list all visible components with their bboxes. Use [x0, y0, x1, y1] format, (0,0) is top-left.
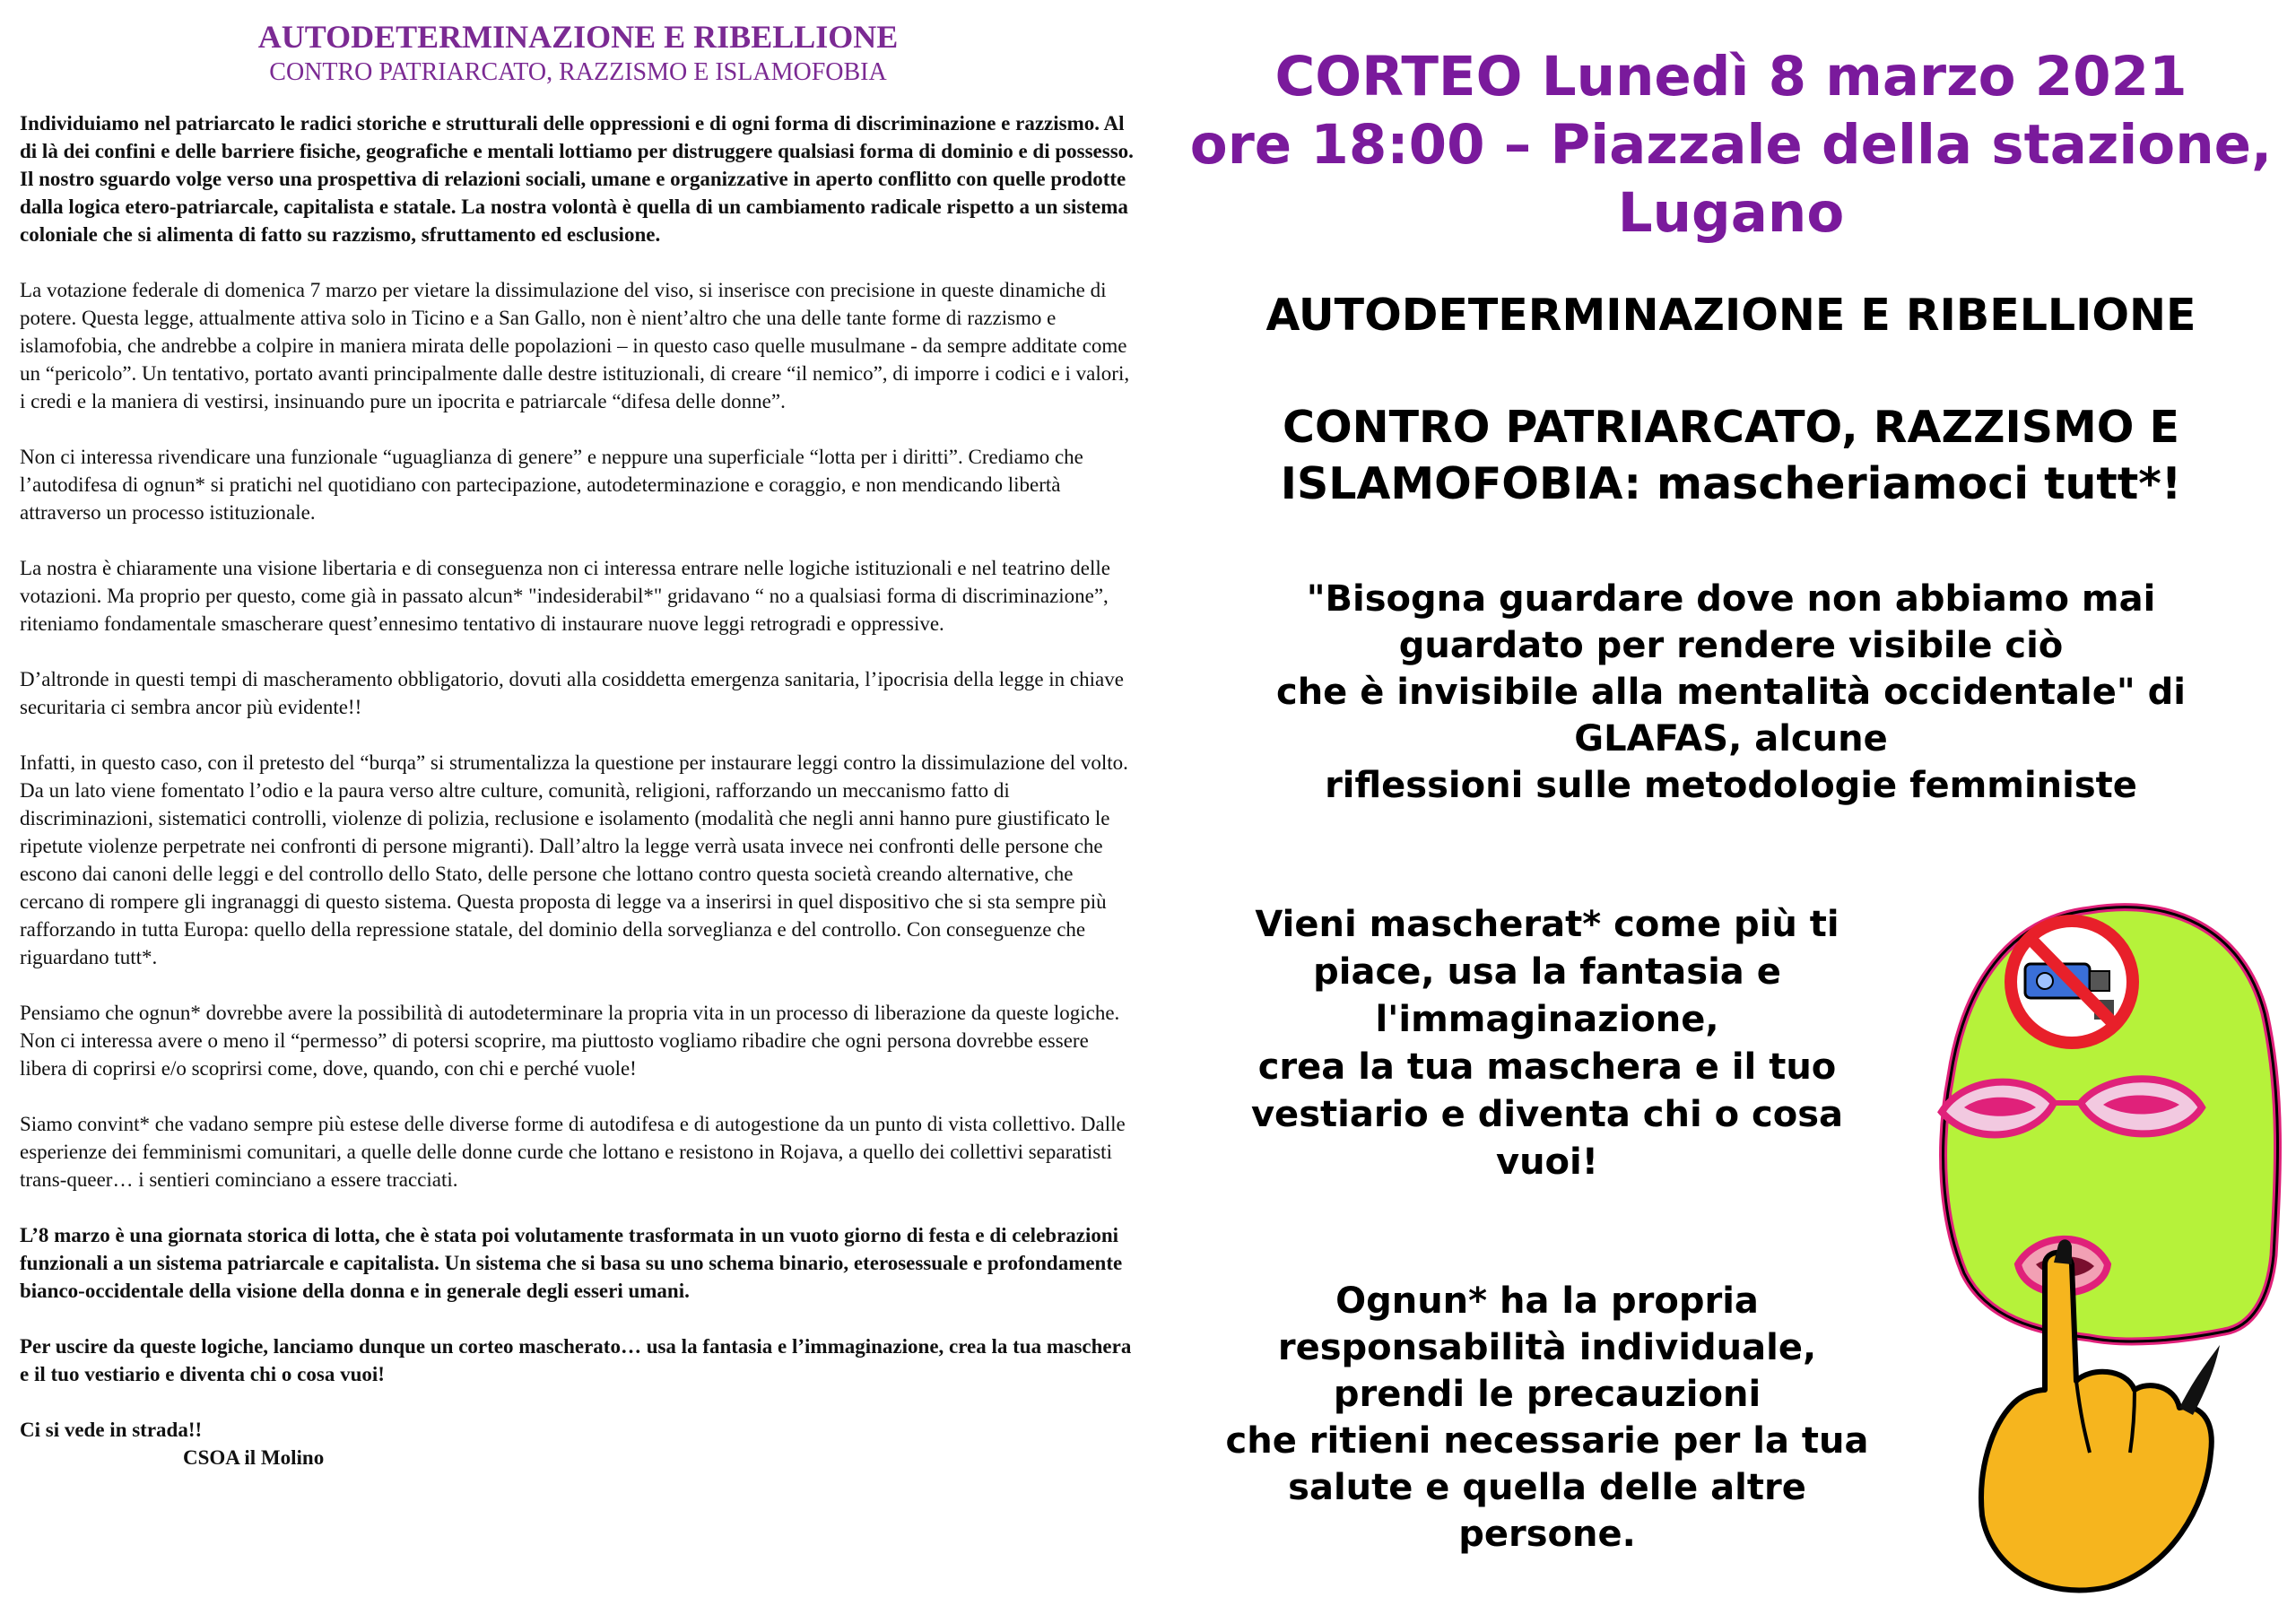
invite-line: l'immaginazione,	[1375, 999, 1719, 1040]
paragraph: Per uscire da queste logiche, lanciamo dunque un corteo mascherato… usa la fantasia e l’immaginazione, crea la tua maschera e il tuo vestiario e diventa chi o cosa vuoi!	[20, 1335, 1132, 1385]
quote-line: che è invisibile alla mentalità occidentale" di	[1275, 672, 2186, 713]
paragraph: L’8 marzo è una giornata storica di lotta, che è stata poi volutamente trasformata in un vuoto giorno di festa e di celebrazioni funzionali a un sistema patriarcale e capitalista. Un sistema che si basa su uno schema binario, eterosessuale e profondamente bianco-occidentale della visione della donna e in generale degli esseri umani.	[20, 1224, 1123, 1302]
invite-line: vestiario e diventa chi o cosa	[1250, 1094, 1844, 1135]
flyer-subtitle	[1175, 399, 2287, 512]
invite-line: crea la tua maschera e il tuo	[1257, 1046, 1837, 1088]
responsibility-line: responsabilità individuale,	[1277, 1327, 1817, 1368]
paragraph: D’altronde in questi tempi di mascheramento obbligatorio, dovuti alla cosiddetta emergenza sanitaria, l’ipocrisia della legge in chiave securitaria ci sembra ancor più evidente!!	[20, 668, 1124, 718]
manifesto-subtitle: CONTRO PATRIARCATO, RAZZISMO E ISLAMOFOBIA	[269, 58, 887, 86]
invite-line: piace, usa la fantasia e	[1313, 951, 1781, 993]
headline-line: ore 18:00 – Piazzale della stazione,	[1189, 113, 2273, 177]
quote-line: guardato per rendere visibile ciò	[1398, 625, 2064, 666]
paragraph: Pensiamo che ognun* dovrebbe avere la possibilità di autodeterminare la propria vita in un processo di liberazione da queste logiche. Non ci interessa avere o meno il “permesso” di potersi scoprire, ma piuttosto vogliamo ribadire che ogni persona dovrebbe essere libera di coprirsi e/o scoprirsi come, dove, quando, con chi e perché vuole!	[20, 1002, 1120, 1080]
responsibility-line: persone.	[1458, 1514, 1636, 1555]
flyer-column	[1175, 0, 2296, 1623]
responsibility-line: prendi le precauzioni	[1333, 1374, 1761, 1415]
paragraph: Infatti, in questo caso, con il pretesto del “burqa” si strumentalizza la questione per instaurare leggi contro la dissimulazione del volto. Da un lato viene fomentato l’odio e la paura verso altre culture, comunità, religioni, rafforzando un meccanismo fatto di discriminazioni, sistematici controlli, violenze di polizia, reclusione e isolamento (modalità che negli anni hanno pure giustificato le ripetute violenze perpetrate nei confronti di persone migranti). Dall’altro la legge verrà usata invece nei confronti delle persone che escono dai canoni delle leggi e del controllo dello Stato, delle persone che lottano contro questa società creando alternative, che cercano di rompere gli ingranaggi di questo sistema. Questa proposta di legge va a inserirsi in quel dispositivo che si sta sempre più rafforzando in tutta Europa: quello della repressione statale, del dominio della sorveglianza e del controllo. Con conseguenze che riguardano tutt*.	[20, 751, 1128, 968]
paragraph: Siamo convint* che vadano sempre più estese delle diverse forme di autodifesa e di autogestione da un punto di vista collettivo. Dalle esperienze dei femminismi comunitari, a quelle delle donne curde che lottano e resistono in Rojava, a quello dei collettivi separatisti trans-queer… i sentieri cominciano a essere tracciati.	[20, 1113, 1126, 1191]
quote-line: "Bisogna guardare dove non abbiamo mai	[1306, 578, 2156, 620]
subtitle-line: ISLAMOFOBIA: mascheriamoci tutt*!	[1280, 458, 2182, 509]
flyer-title: AUTODETERMINAZIONE E RIBELLIONE	[1265, 290, 2196, 341]
responsibility-line: Ognun* ha la propria	[1335, 1280, 1759, 1322]
invite-line: Vieni mascherat* come più ti	[1255, 904, 1839, 945]
headline-line: CORTEO Lunedì 8 marzo 2021	[1274, 45, 2187, 108]
manifesto-column	[20, 16, 1136, 1612]
quote-block	[1175, 576, 2287, 809]
paragraph: Non ci interessa rivendicare una funzionale “uguaglianza di genere” e neppure una superficiale “lotta per i diritti”. Crediamo che l’autodifesa di ognun* si pratichi nel quotidiano con partecipazione, autodeterminazione e coraggio, e non mendicando libertà attraverso un processo istituzionale.	[20, 446, 1083, 524]
event-headline	[1175, 43, 2287, 247]
responsibility-line: salute e quella delle altre	[1288, 1467, 1806, 1508]
invite-block	[1193, 901, 1901, 1186]
balaclava-illustration	[1910, 879, 2287, 1614]
signature: CSOA il Molino	[183, 1446, 325, 1469]
paragraph: La nostra è chiaramente una visione libertaria e di conseguenza non ci interessa entrare nelle logiche istituzionali e nel teatrino delle votazioni. Ma proprio per questo, come già in passato alcun* "indesiderabil*" gridavano “ no a qualsiasi forma di discriminazione”, riteniamo fondamentale smascherare quest’ennesimo tentativo di instaurare nuove leggi retrogradi e oppressive.	[20, 557, 1110, 635]
responsibility-line: che ritieni necessarie per la tua	[1225, 1420, 1869, 1462]
paragraph: Individuiamo nel patriarcato le radici storiche e strutturali delle oppressioni e di ogni forma di discriminazione e razzismo. Al di là dei confini e delle barriere fisiche, geografiche e mentali lottiamo per distruggere qualsiasi forma di dominio e di possesso. Il nostro sguardo volge verso una prospettiva di relazioni sociali, umane e organizzative in aperto conflitto con quelle prodotte dalla logica etero-patriarcale, capitalista e statale. La nostra volontà è quella di un cambiamento radicale rispetto a un sistema coloniale che si alimenta di fatto su razzismo, sfruttamento ed esclusione.	[20, 112, 1134, 246]
invite-line: vuoi!	[1496, 1141, 1598, 1183]
paragraph: La votazione federale di domenica 7 marzo per vietare la dissimulazione del viso, si inserisce con precisione in queste dinamiche di potere. Questa legge, attualmente attiva solo in Ticino e a San Gallo, non è nient’altro che una delle tante forme di razzismo e islamofobia, che andrebbe a colpire in maniera mirata delle popolazioni – in questo caso quelle musulmane - da sempre additate come un “pericolo”. Un tentativo, portato avanti principalmente dalle destre istituzionali, di creare “il nemico”, di imporre i codici e i valori, i credi e la maniera di vestirsi, insinuando pure un ipocrita e patriarcale “difesa delle donne”.	[20, 279, 1130, 412]
quote-line: GLAFAS, alcune	[1574, 718, 1888, 759]
quote-line: riflessioni sulle metodologie femministe	[1325, 765, 2137, 806]
no-camera-icon	[2011, 921, 2133, 1043]
responsibility-block	[1193, 1278, 1901, 1558]
headline-line: Lugano	[1617, 181, 1845, 245]
manifesto-title: AUTODETERMINAZIONE E RIBELLIONE	[257, 19, 899, 55]
closing-line: Ci si vede in strada!!	[20, 1419, 203, 1441]
subtitle-line: CONTRO PATRIARCATO, RAZZISMO E	[1282, 402, 2179, 453]
